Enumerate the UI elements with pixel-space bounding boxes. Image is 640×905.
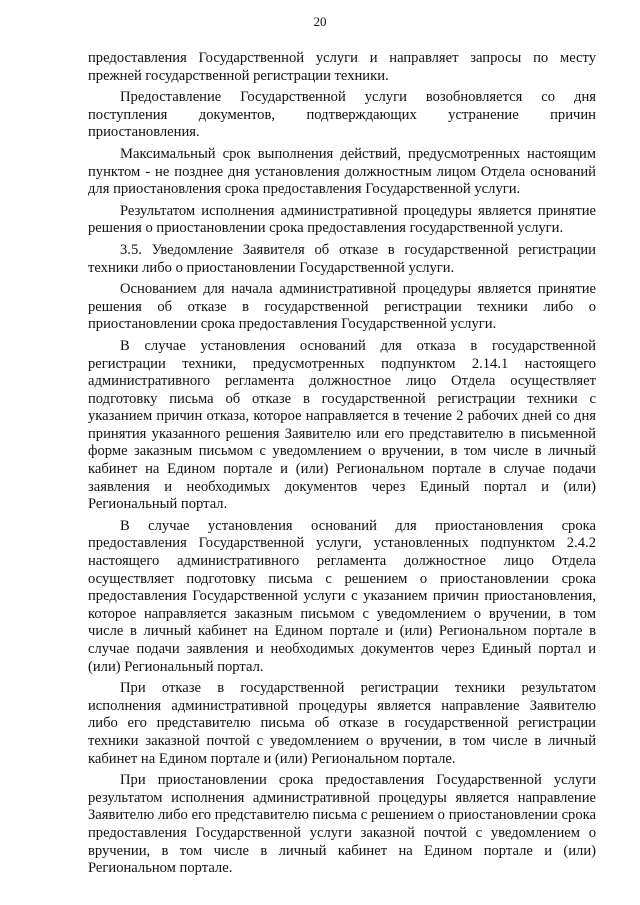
paragraph-refusal-case: В случае установления оснований для отказа в государственной регистрации техники, предусмотренных подпунктом 2.14.1 настоящего административного регламента должностное лицо Отдела осуществляет подготовку письма об отказе в государственной регистрации техники с указанием причин отказа, которое направляется в течение 2 рабочих дней со дня принятия указанного решения Заявителю или его представителю в письменной форме заказным письмом с уведомлением о вручении, в том числе в личный кабинет на Едином портале и (или) Региональном портале в случае подачи заявления и необходимых документов через Единый портал и (или) Региональный портал. <box>88 337 596 513</box>
paragraph-continuation: предоставления Государственной услуги и направляет запросы по месту прежней государственной регистрации техники. <box>88 50 596 84</box>
paragraph-refusal-result: При отказе в государственной регистрации техники результатом исполнения административной процедуры является направление Заявителю либо его представителю письма об отказе в государственной регистрации техники заказной почтой с уведомлением о вручении, в том числе в личный кабинет на Едином портале и (или) Региональном портале. <box>88 680 596 767</box>
paragraph-suspension-result: При приостановлении срока предоставления Государственной услуги результатом исполнения административной процедуры является направление Заявителю либо его представителю письма с решением о приостановлении срока предоставления Государственной услуги заказной почтой с уведомлением о вручении, в том числе в личный кабинет на Едином портале и (или) Региональном портале. <box>88 772 596 877</box>
section-heading-3-5: 3.5. Уведомление Заявителя об отказе в государственной регистрации техники либо о приостановлении Государственной услуги. <box>88 241 596 276</box>
page-number: 20 <box>313 14 327 29</box>
document-body <box>88 50 596 882</box>
paragraph-result-suspension: Результатом исполнения административной процедуры является принятие решения о приостановлении срока предоставления государственной услуги. <box>88 202 596 237</box>
paragraph-suspension-case: В случае установления оснований для приостановления срока предоставления Государственной услуги, установленных подпунктом 2.4.2 настоящего административного регламента должностное лицо Отдела осуществляет подготовку письма с решением о приостановлении срока предоставления Государственной услуги с указанием причин приостановления, которое направляется заказным письмом с уведомлением о вручении, в том числе в личный кабинет на Едином портале и (или) Региональном портале в случае подачи заявления и необходимых документов через Единый портал и (или) Региональный портал. <box>88 517 596 675</box>
paragraph-max-term: Максимальный срок выполнения действий, предусмотренных настоящим пунктом - не позднее дня установления должностным лицом Отдела оснований для приостановления срока предоставления Государственной услуги. <box>88 145 596 198</box>
paragraph-basis: Основанием для начала административной процедуры является принятие решения об отказе в государственной регистрации техники либо о приостановлении срока предоставления Государственной услуги. <box>88 281 596 333</box>
paragraph-resumption: Предоставление Государственной услуги возобновляется со дня поступления документов, подтверждающих устранение причин приостановления. <box>88 89 596 141</box>
